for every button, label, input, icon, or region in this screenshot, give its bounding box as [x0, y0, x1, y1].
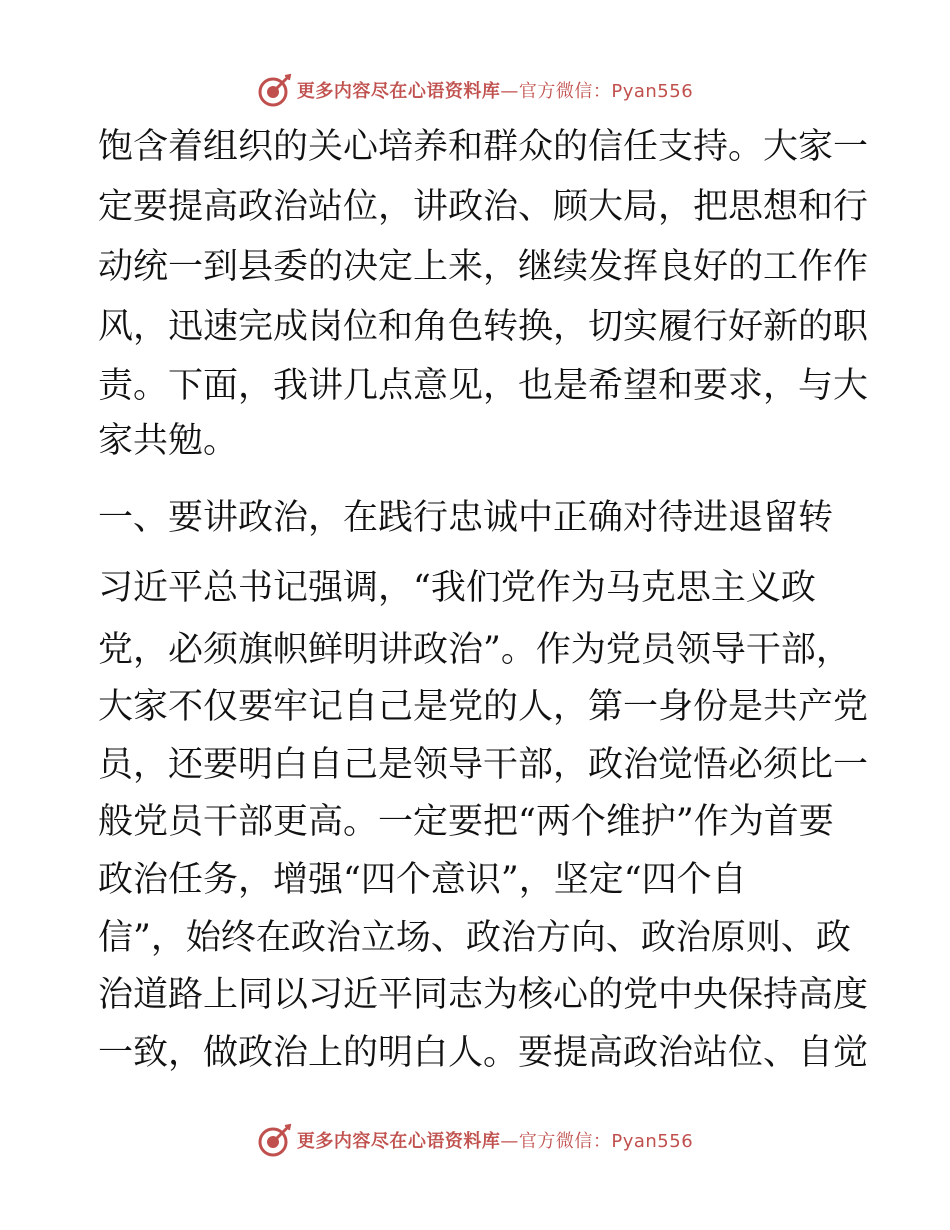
body-line: 习近平总书记强调，“我们党作为马克思主义政 [98, 568, 816, 608]
header-watermark [0, 70, 950, 110]
logo-icon [257, 1122, 293, 1158]
logo-icon [257, 72, 293, 108]
body-line: 定要提高政治站位，讲政治、顾大局，把思想和行 [98, 187, 869, 227]
body-line: 饱含着组织的关心培养和群众的信任支持。大家一 [98, 127, 869, 167]
section-heading: 一、要讲政治，在践行忠诚中正确对待进退留转 [98, 498, 834, 538]
body-line: 风，迅速完成岗位和角色转换，切实履行好新的职 [98, 307, 869, 347]
body-line: 政治任务，增强“四个意识”，坚定“四个自 [98, 860, 747, 900]
body-line: 治道路上同以习近平同志为核心的党中央保持高度 [98, 975, 869, 1015]
body-line: 一致，做政治上的明白人。要提高政治站位、自觉 [98, 1033, 869, 1073]
body-line: 责。下面，我讲几点意见，也是希望和要求，与大 [98, 366, 869, 406]
body-line: 家共勉。 [98, 421, 239, 461]
watermark-wechat: —官方微信：Pyan556 [500, 81, 694, 102]
body-line: 般党员干部更高。一定要把“两个维护”作为首要 [98, 802, 834, 842]
body-line: 大家不仅要牢记自己是党的人，第一身份是共产党 [98, 687, 869, 727]
body-line: 信”，始终在政治立场、政治方向、政治原则、政 [98, 918, 851, 958]
body-line: 动统一到县委的决定上来，继续发挥良好的工作作 [98, 247, 869, 287]
footer-watermark [0, 1120, 950, 1160]
watermark-wechat: —官方微信：Pyan556 [500, 1131, 694, 1152]
watermark-text: 更多内容尽在心语资料库 [296, 1131, 501, 1152]
watermark-text: 更多内容尽在心语资料库 [296, 81, 501, 102]
body-line: 党，必须旗帜鲜明讲政治”。作为党员领导干部， [98, 630, 851, 670]
body-line: 员，还要明白自己是领导干部，政治觉悟必须比一 [98, 745, 869, 785]
